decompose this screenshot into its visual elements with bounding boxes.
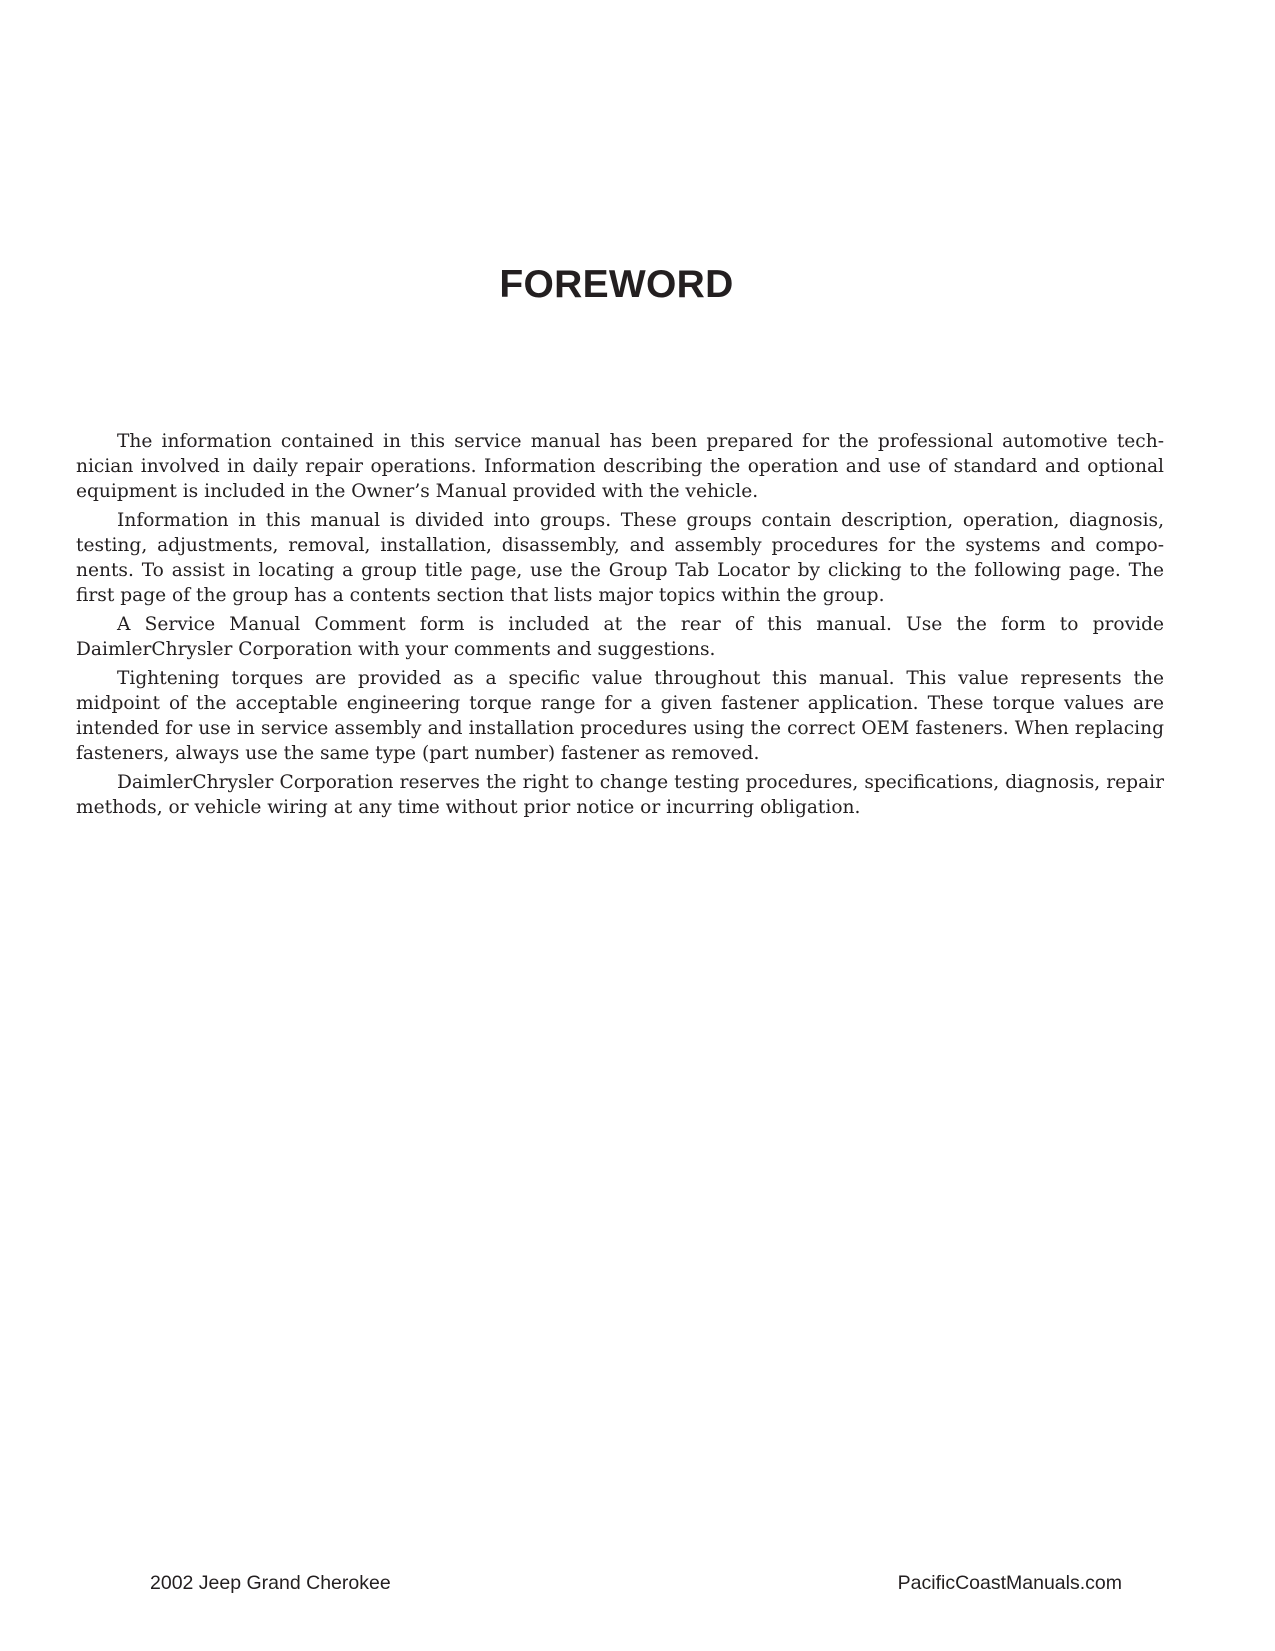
footer-website: PacificCoastManuals.com (897, 1572, 1122, 1594)
paragraph-tightening-torques: Tightening torques are provided as a specific value throughout this manual. This value represents the midpoint of the acceptable engineering torque range for a given fastener application. These torque values are intended for use in service assembly and installation procedures using the correct OEM fasteners. When replacing fasteners, always use the same type (part number) fastener as removed. (76, 668, 1164, 764)
paragraph-manual-organization: Information in this manual is divided into groups. These groups contain description, operation, diagnosis, testing, adjustments, removal, installation, disassembly, and assembly procedures for the systems and components. To assist in locating a group title page, use the Group Tab Locator by clicking to the following page. The first page of the group has a contents section that lists major topics within the group. (76, 510, 1164, 606)
paragraph-intended-audience: The information contained in this service manual has been prepared for the professional automotive technician involved in daily repair operations. Information describing the operation and use of standard and optional equipment is included in the Owner’s Manual provided with the vehicle. (76, 431, 1164, 502)
footer-vehicle-model: 2002 Jeep Grand Cherokee (150, 1572, 391, 1594)
paragraph-comment-form: A Service Manual Comment form is included at the rear of this manual. Use the form to provide DaimlerChrysler Corporation with your comments and suggestions. (76, 614, 1164, 660)
page-title: FOREWORD (499, 263, 734, 306)
foreword-body (76, 429, 1164, 824)
paragraph-rights-reserved: DaimlerChrysler Corporation reserves the right to change testing procedures, specifications, diagnosis, repair methods, or vehicle wiring at any time without prior notice or incurring obligation. (76, 772, 1164, 818)
